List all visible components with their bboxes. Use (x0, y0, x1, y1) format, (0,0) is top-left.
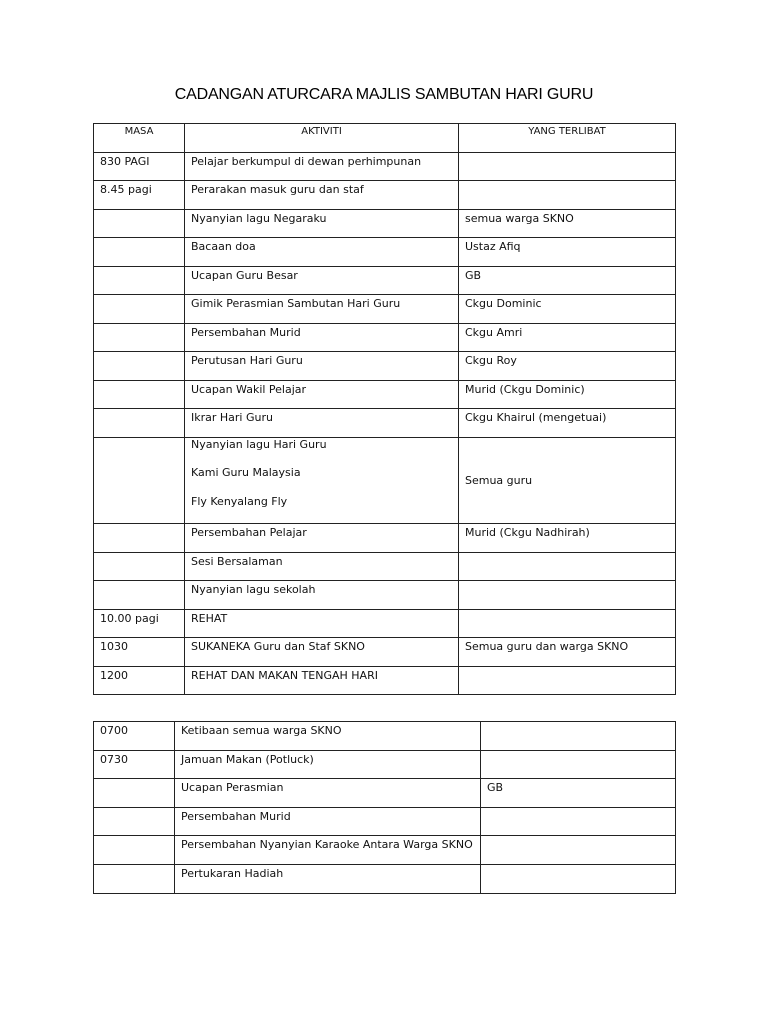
cell-terlibat: GB (481, 779, 676, 808)
cell-aktiviti: Persembahan Nyanyian Karaoke Antara Warga SKNO (175, 836, 481, 865)
cell-masa (94, 836, 175, 865)
cell-masa (94, 238, 185, 267)
cell-terlibat (481, 750, 676, 779)
table-row (94, 552, 676, 581)
cell-aktiviti: Perarakan masuk guru dan staf (185, 181, 459, 210)
second-schedule-table (93, 721, 676, 894)
cell-masa: 830 PAGI (94, 152, 185, 181)
cell-terlibat: Ckgu Khairul (mengetuai) (459, 409, 676, 438)
cell-aktiviti: Bacaan doa (185, 238, 459, 267)
cell-aktiviti: Ucapan Perasmian (175, 779, 481, 808)
table-row (94, 666, 676, 695)
table-row (94, 323, 676, 352)
cell-masa (94, 807, 175, 836)
cell-aktiviti: Nyanyian lagu sekolah (185, 581, 459, 610)
column-header-terlibat: YANG TERLIBAT (459, 124, 676, 153)
cell-terlibat: Murid (Ckgu Nadhirah) (459, 524, 676, 553)
schedule-table (93, 123, 676, 695)
cell-aktiviti: REHAT DAN MAKAN TENGAH HARI (185, 666, 459, 695)
table-row (94, 437, 676, 524)
table-row (94, 807, 676, 836)
cell-aktiviti: Ucapan Guru Besar (185, 266, 459, 295)
cell-terlibat (459, 581, 676, 610)
table-row (94, 609, 676, 638)
cell-aktiviti: Persembahan Murid (185, 323, 459, 352)
cell-terlibat (481, 722, 676, 751)
cell-masa: 10.00 pagi (94, 609, 185, 638)
cell-terlibat (459, 666, 676, 695)
cell-aktiviti: Jamuan Makan (Potluck) (175, 750, 481, 779)
cell-masa: 1200 (94, 666, 185, 695)
column-header-masa: MASA (94, 124, 185, 153)
aktiviti-line: Nyanyian lagu Hari Guru (191, 437, 327, 451)
table-row (94, 750, 676, 779)
table-row (94, 352, 676, 381)
cell-terlibat (459, 181, 676, 210)
cell-masa (94, 552, 185, 581)
cell-masa (94, 266, 185, 295)
cell-terlibat (481, 807, 676, 836)
table-row (94, 266, 676, 295)
table-row (94, 722, 676, 751)
cell-aktiviti (185, 437, 459, 524)
column-header-aktiviti: AKTIVITI (185, 124, 459, 153)
cell-aktiviti: REHAT (185, 609, 459, 638)
table-header-row (94, 124, 676, 153)
table-row (94, 152, 676, 181)
cell-terlibat: GB (459, 266, 676, 295)
cell-masa (94, 295, 185, 324)
cell-terlibat: Semua guru dan warga SKNO (459, 638, 676, 667)
cell-terlibat: Ckgu Roy (459, 352, 676, 381)
cell-masa: 1030 (94, 638, 185, 667)
cell-aktiviti: Nyanyian lagu Negaraku (185, 209, 459, 238)
cell-terlibat (481, 836, 676, 865)
table-row (94, 209, 676, 238)
cell-masa (94, 352, 185, 381)
table-row (94, 181, 676, 210)
cell-terlibat (459, 152, 676, 181)
table-row (94, 238, 676, 267)
cell-masa (94, 209, 185, 238)
aktiviti-line: Kami Guru Malaysia (191, 466, 301, 479)
cell-masa: 0730 (94, 750, 175, 779)
cell-terlibat (481, 864, 676, 893)
cell-terlibat: semua warga SKNO (459, 209, 676, 238)
cell-aktiviti: Sesi Bersalaman (185, 552, 459, 581)
table-row (94, 409, 676, 438)
table-row (94, 380, 676, 409)
table-row (94, 581, 676, 610)
cell-aktiviti: Gimik Perasmian Sambutan Hari Guru (185, 295, 459, 324)
cell-aktiviti: Ikrar Hari Guru (185, 409, 459, 438)
cell-masa (94, 864, 175, 893)
cell-terlibat: Semua guru (459, 437, 676, 524)
cell-aktiviti: Persembahan Murid (175, 807, 481, 836)
cell-masa (94, 409, 185, 438)
cell-masa (94, 380, 185, 409)
cell-terlibat: Murid (Ckgu Dominic) (459, 380, 676, 409)
cell-masa: 0700 (94, 722, 175, 751)
cell-masa (94, 524, 185, 553)
document-title: CADANGAN ATURCARA MAJLIS SAMBUTAN HARI GURU (174, 86, 594, 103)
cell-terlibat (459, 552, 676, 581)
cell-terlibat: Ustaz Afiq (459, 238, 676, 267)
cell-terlibat: Ckgu Amri (459, 323, 676, 352)
cell-aktiviti: Persembahan Pelajar (185, 524, 459, 553)
table-row (94, 295, 676, 324)
cell-masa (94, 779, 175, 808)
cell-terlibat: Ckgu Dominic (459, 295, 676, 324)
table-row (94, 864, 676, 893)
cell-aktiviti: Perutusan Hari Guru (185, 352, 459, 381)
aktiviti-line: Fly Kenyalang Fly (191, 494, 288, 508)
cell-aktiviti: Pelajar berkumpul di dewan perhimpunan (185, 152, 459, 181)
cell-masa (94, 323, 185, 352)
cell-masa (94, 437, 185, 524)
cell-aktiviti: Ucapan Wakil Pelajar (185, 380, 459, 409)
cell-aktiviti: Ketibaan semua warga SKNO (175, 722, 481, 751)
table-row (94, 779, 676, 808)
table-row (94, 836, 676, 865)
table-row (94, 524, 676, 553)
cell-aktiviti: Pertukaran Hadiah (175, 864, 481, 893)
cell-aktiviti: SUKANEKA Guru dan Staf SKNO (185, 638, 459, 667)
cell-terlibat (459, 609, 676, 638)
cell-masa: 8.45 pagi (94, 181, 185, 210)
cell-masa (94, 581, 185, 610)
table-row (94, 638, 676, 667)
